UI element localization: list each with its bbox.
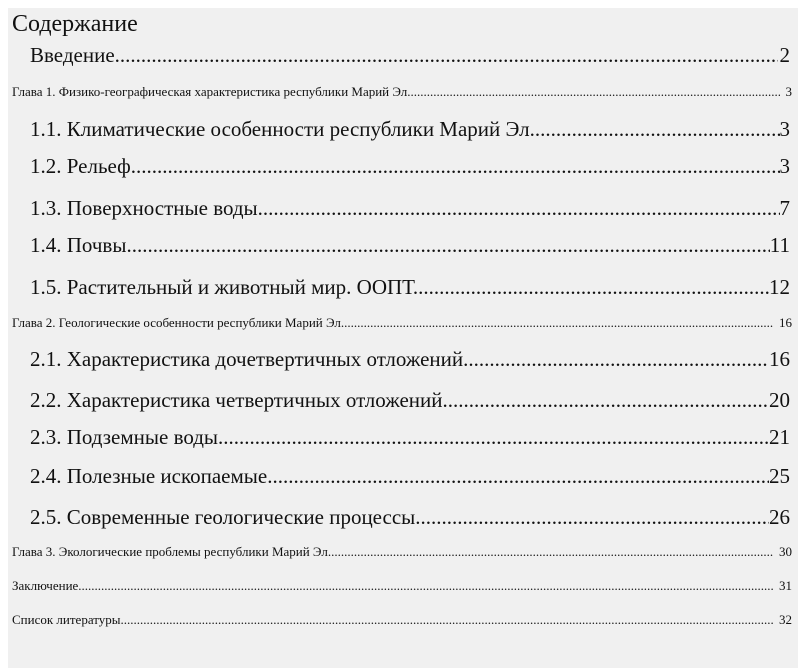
dot-leader — [223, 424, 769, 450]
toc-entry-text: 2.4. Полезные ископаемые. — [30, 464, 273, 488]
toc-entry-text: 2.3. Подземные воды. — [30, 425, 224, 449]
toc-entry-text: 1.3. Поверхностные воды. — [30, 196, 263, 220]
dot-leader — [82, 578, 773, 594]
dot-leader — [272, 463, 769, 489]
toc-page-number: 30 — [779, 544, 792, 559]
toc-page-number: 31 — [779, 578, 792, 593]
toc-entry-text: 1.1. Климатические особенности республики Марий Эл. — [30, 117, 535, 141]
dot-leader — [120, 42, 778, 68]
toc-entry-2-5[interactable] — [30, 504, 790, 530]
toc-page-number: 16 — [779, 315, 792, 330]
toc-page-number: 3 — [785, 84, 792, 99]
toc-entry-1-3[interactable] — [30, 195, 790, 221]
toc-entry-2-2[interactable] — [30, 387, 790, 413]
toc-entry-text: 1.2. Рельеф. — [30, 154, 136, 178]
toc-entry-text: Глава 1. Физико-географическая характеристика республики Марий Эл. — [12, 84, 411, 99]
toc-entry-chapter-2[interactable] — [12, 315, 792, 331]
toc-entry-text: 1.5. Растительный и животный мир. ООПТ. — [30, 275, 419, 299]
toc-entry-text: 1.4. Почвы. — [30, 233, 132, 257]
dot-leader — [132, 232, 770, 258]
toc-page-number: 11 — [769, 233, 790, 257]
toc-page-number: 2 — [779, 43, 790, 67]
toc-page-number: 26 — [769, 505, 790, 529]
toc-entry-text: 2.1. Характеристика дочетвертичных отложений. — [30, 347, 469, 371]
toc-page-number: 32 — [779, 612, 792, 627]
toc-entry-1-1[interactable] — [30, 116, 790, 142]
toc-entry-1-2[interactable] — [30, 153, 790, 179]
toc-page-number: 3 — [779, 154, 790, 178]
dot-leader — [421, 504, 769, 530]
document-page — [8, 8, 798, 668]
toc-entry-chapter-3[interactable] — [12, 544, 792, 560]
toc-page-number: 25 — [769, 464, 790, 488]
toc-entry-text: 2.2. Характеристика четвертичных отложений. — [30, 388, 448, 412]
toc-entry-1-5[interactable] — [30, 274, 790, 300]
toc-page-number: 20 — [769, 388, 790, 412]
dot-leader — [124, 612, 773, 628]
toc-entry-introduction[interactable] — [30, 42, 790, 68]
toc-page-number: 12 — [769, 275, 790, 299]
toc-entry-2-4[interactable] — [30, 463, 790, 489]
toc-entry-references[interactable] — [12, 612, 792, 628]
toc-entry-text: Введение. — [30, 43, 120, 67]
dot-leader — [448, 387, 769, 413]
toc-page-number: 16 — [769, 347, 790, 371]
toc-entry-2-1[interactable] — [30, 346, 790, 372]
toc-page-number: 21 — [769, 425, 790, 449]
toc-entry-text: Заключение. — [12, 578, 82, 593]
dot-leader — [535, 116, 780, 142]
toc-entry-chapter-1[interactable] — [12, 84, 792, 100]
toc-title: Содержание — [12, 11, 138, 37]
dot-leader — [136, 153, 780, 179]
toc-page-number: 7 — [779, 196, 790, 220]
toc-entry-2-3[interactable] — [30, 424, 790, 450]
dot-leader — [468, 346, 769, 372]
toc-entry-text: Список литературы. — [12, 612, 124, 627]
toc-entry-text: Глава 2. Геологические особенности республики Марий Эл. — [12, 315, 345, 330]
toc-entry-1-4[interactable] — [30, 232, 790, 258]
toc-entry-text: Глава 3. Экологические проблемы республики Марий Эл. — [12, 544, 332, 559]
dot-leader — [344, 315, 773, 331]
dot-leader — [331, 544, 773, 560]
toc-page-number: 3 — [779, 117, 790, 141]
toc-entry-conclusion[interactable] — [12, 578, 792, 594]
dot-leader — [263, 195, 780, 221]
dot-leader — [411, 84, 780, 100]
dot-leader — [418, 274, 769, 300]
toc-entry-text: 2.5. Современные геологические процессы. — [30, 505, 421, 529]
